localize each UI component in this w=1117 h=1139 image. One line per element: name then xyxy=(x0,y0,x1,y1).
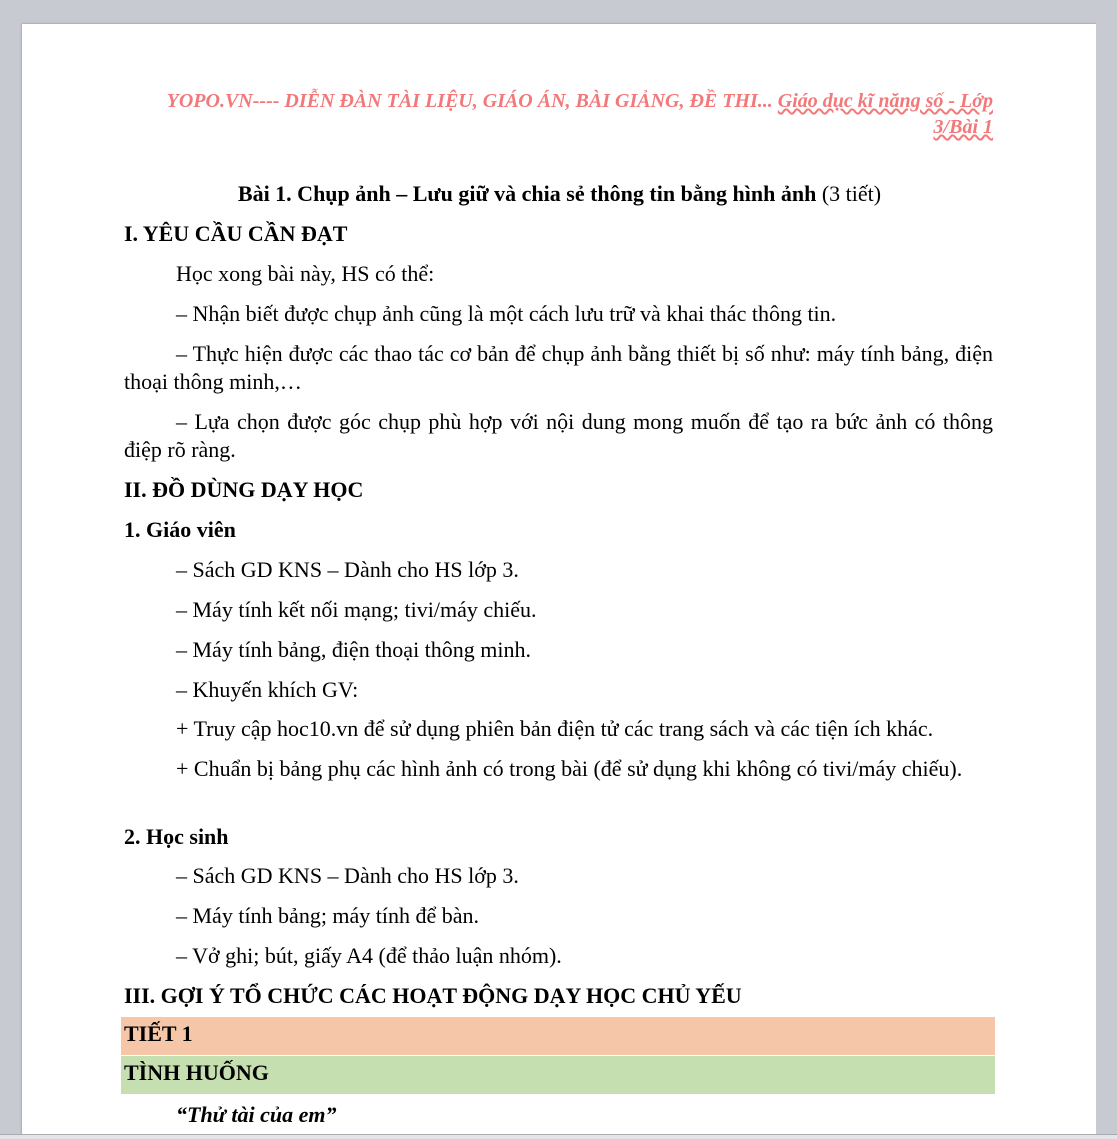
student-item: – Sách GD KNS – Dành cho HS lớp 3. xyxy=(176,863,519,888)
section-1-item: – Thực hiện được các thao tác cơ bản để chụp ảnh bằng thiết bị số như: máy tính bảng, điện thoại thông minh,… xyxy=(124,341,993,394)
lesson-title xyxy=(124,180,995,208)
section-1-intro: Học xong bài này, HS có thể: xyxy=(176,261,435,286)
right-margin xyxy=(1096,0,1117,1139)
teacher-item: + Truy cập hoc10.vn để sử dụng phiên bản điện tử các trang sách và các tiện ích khác. xyxy=(176,716,934,741)
student-item: – Máy tính bảng; máy tính để bàn. xyxy=(176,903,480,928)
teacher-item: + Chuẩn bị bảng phụ các hình ảnh có trong bài (để sử dụng khi không có tivi/máy chiếu). xyxy=(176,756,963,781)
situation-band: TÌNH HUỐNG xyxy=(121,1056,995,1094)
activity-quote: “Thử tài của em” xyxy=(176,1102,337,1127)
section-1-heading: I. YÊU CẦU CẦN ĐẠT xyxy=(124,221,348,246)
teacher-item: – Máy tính kết nối mạng; tivi/máy chiếu. xyxy=(176,597,537,622)
section-1-item: – Lựa chọn được góc chụp phù hợp với nội dung mong muốn để tạo ra bức ảnh có thông điệp rõ ràng. xyxy=(124,409,993,462)
period-1-band: TIẾT 1 xyxy=(121,1017,995,1055)
lesson-title-bold: Bài 1. Chụp ảnh – Lưu giữ và chia sẻ thông tin bằng hình ảnh xyxy=(237,181,817,206)
student-heading: 2. Học sinh xyxy=(124,824,229,849)
section-1-item: – Nhận biết được chụp ảnh cũng là một cách lưu trữ và khai thác thông tin. xyxy=(176,301,837,326)
header-site-text: YOPO.VN---- DIỄN ĐÀN TÀI LIỆU, GIÁO ÁN, BÀI GIẢNG, ĐỀ THI... xyxy=(166,90,778,112)
teacher-item: – Máy tính bảng, điện thoại thông minh. xyxy=(176,637,532,662)
header-subject-text: Giáo dục kĩ năng số - Lớp 3/Bài 1 xyxy=(777,90,993,138)
section-3-heading: III. GỢI Ý TỔ CHỨC CÁC HOẠT ĐỘNG DẠY HỌC CHỦ YẾU xyxy=(124,983,742,1008)
student-item: – Vở ghi; bút, giấy A4 (để thảo luận nhóm). xyxy=(176,943,562,968)
document-header xyxy=(124,88,993,140)
lesson-title-periods: (3 tiết) xyxy=(816,181,882,206)
section-2-heading: II. ĐỒ DÙNG DẠY HỌC xyxy=(124,477,364,502)
teacher-heading: 1. Giáo viên xyxy=(124,517,236,542)
status-bar-edge xyxy=(0,1134,1117,1139)
teacher-item: – Khuyến khích GV: xyxy=(176,677,359,702)
teacher-item: – Sách GD KNS – Dành cho HS lớp 3. xyxy=(176,557,519,582)
